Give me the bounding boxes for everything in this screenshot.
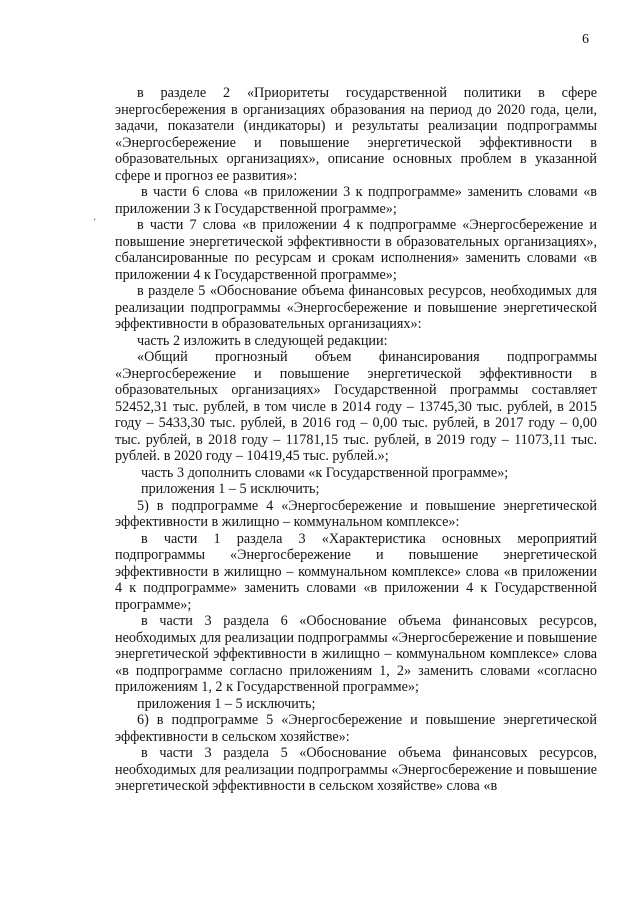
paragraph: часть 3 дополнить словами «к Государственной программе»; (141, 464, 509, 481)
paragraph: «Общий прогнозный объем финансирования подпрограммы «Энергосбережение и повышение энергетической эффективности в образовательных организациях» Государственной программы составляет 52452,31 тыс. рублей, в том числе в 2014 году – 13745,30 тыс. рублей, в 2015 году – 5433,30 тыс. рублей, в 2016 год – 0,00 тыс. рублей, в 2017 году – 0,00 тыс. рублей, в 2018 году – 11781,15 тыс. рублей, в 2019 году – 11073,11 тыс. рублей. в 2020 году – 10419,45 тыс. рублей.»; (115, 349, 597, 464)
paragraph: в части 7 слова «в приложении 4 к подпрограмме «Энергосбережение и повышение энергетической эффективности в образовательных организациях», сбалансированные по ресурсам и срокам исполнения» заменить словами «в приложении 4 к Государственной программе»; (115, 217, 597, 283)
paragraph: в разделе 2 «Приоритеты государственной политики в сфере энергосбережения в организациях образования на период до 2020 года, цели, задачи, показатели (индикаторы) и результаты реализации подпрограммы «Энергосбережение и повышение энергетической эффективности в образовательных организациях», описание основных проблем в указанной сфере и прогноз ее развития»: (115, 85, 597, 184)
paragraph: в части 3 раздела 5 «Обоснование объема финансовых ресурсов, необходимых для реализации подпрограммы «Энергосбережение и повышение энергетической эффективности в сельском хозяйстве» слова «в (115, 745, 597, 794)
paragraph: часть 2 изложить в следующей редакции: (137, 332, 388, 349)
paragraph: 6) в подпрограмме 5 «Энергосбережение и повышение энергетической эффективности в сельском хозяйстве»: (115, 712, 597, 745)
paragraph: 5) в подпрограмме 4 «Энергосбережение и повышение энергетической эффективности в жилищно – коммунальном комплексе»: (115, 497, 597, 530)
paragraph: приложения 1 – 5 исключить; (137, 695, 316, 712)
paragraph: приложения 1 – 5 исключить; (141, 481, 320, 497)
document-body (115, 85, 597, 795)
paragraph: в разделе 5 «Обоснование объема финансовых ресурсов, необходимых для реализации подпрограммы «Энергосбережение и повышение энергетической эффективности в образовательных организациях»: (115, 283, 597, 332)
paragraph: в части 1 раздела 3 «Характеристика основных мероприятий подпрограммы «Энергосбережение и повышение энергетической эффективности в жилищно – коммунальном комплексе» слова «в приложении 4 к подпрограмме» заменить словами «в приложении 4 к Государственной программе»; (115, 530, 597, 613)
paragraph: в части 6 слова «в приложении 3 к подпрограмме» заменить словами «в приложении 3 к Государственной программе»; (115, 184, 597, 217)
paragraph: в части 3 раздела 6 «Обоснование объема финансовых ресурсов, необходимых для реализации подпрограммы «Энергосбережение и повышение энергетической эффективности в жилищно – коммунальном комплексе» слова «в подпрограмме согласно приложениям 1, 2» заменить словами «согласно приложениям 1, 2 к Государственной программе»; (115, 613, 597, 695)
margin-mark: · (93, 215, 97, 226)
page-number: 6 (582, 32, 589, 47)
